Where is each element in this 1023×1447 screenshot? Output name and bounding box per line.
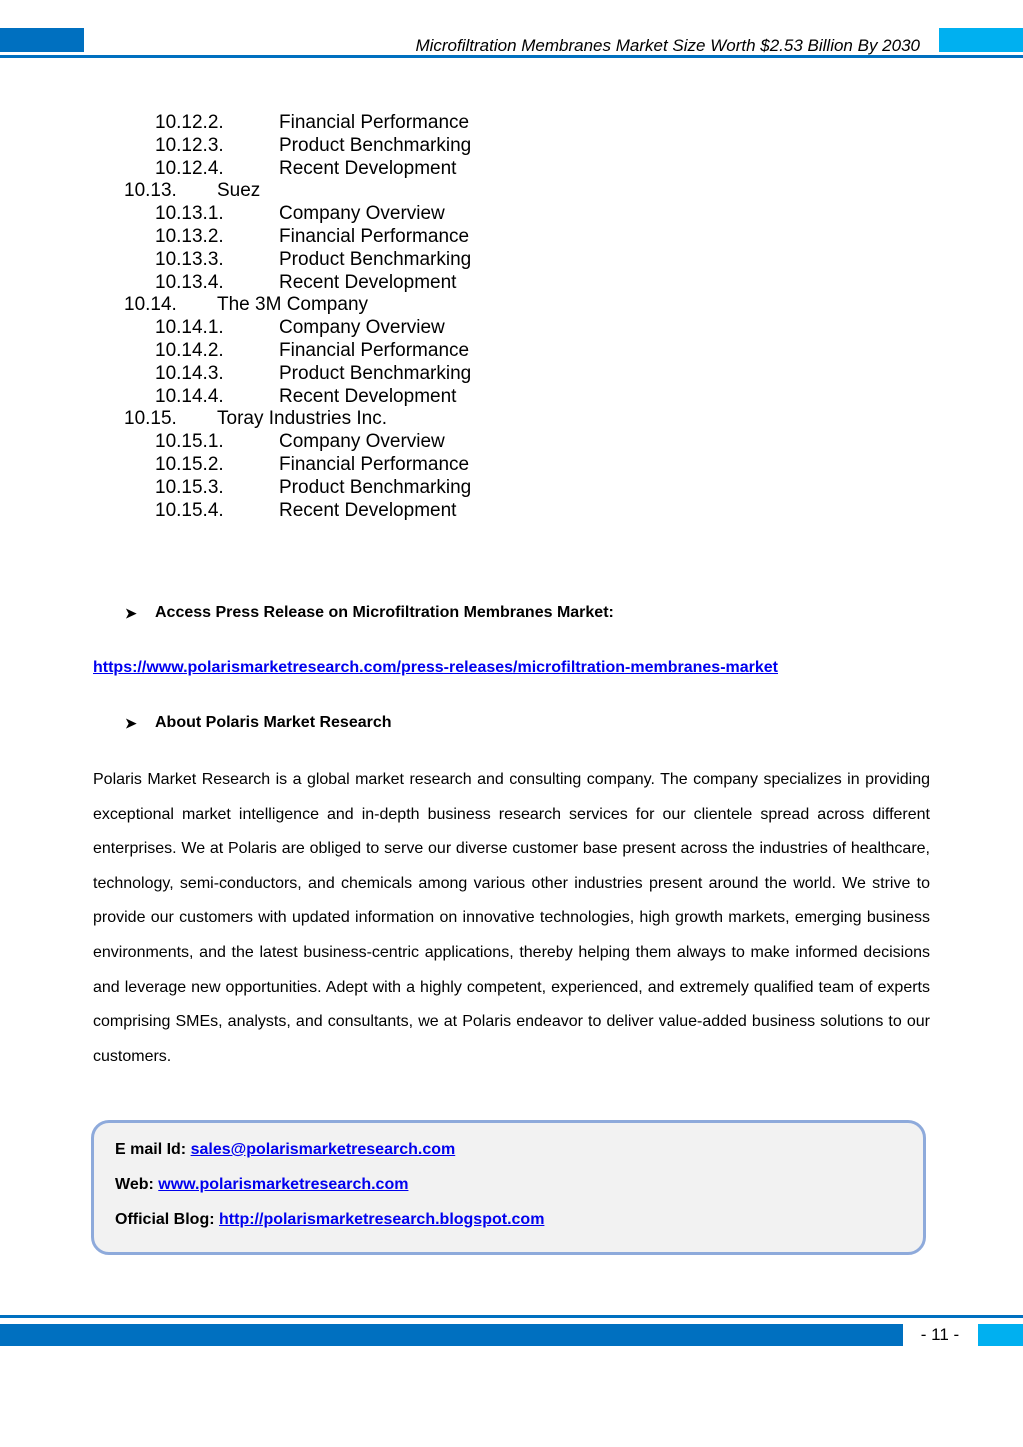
arrow-bullet-icon: ➤ — [125, 605, 137, 621]
toc-entry-number: 10.13. — [124, 180, 177, 202]
toc-entry-number: 10.13.1. — [155, 203, 224, 225]
toc-entry-title: Company Overview — [279, 317, 445, 339]
toc-entry — [0, 431, 1023, 454]
header-rule — [0, 55, 1023, 58]
email-label: E mail Id: — [115, 1141, 187, 1158]
toc-entry-title: Company Overview — [279, 431, 445, 453]
contact-box — [91, 1120, 926, 1255]
about-section — [93, 763, 930, 1074]
toc-entry-number: 10.15. — [124, 408, 177, 430]
toc-entry — [0, 158, 1023, 181]
toc-entry-number: 10.14. — [124, 294, 177, 316]
toc-entry-title: Product Benchmarking — [279, 248, 472, 270]
toc-entry-number: 10.14.3. — [155, 362, 224, 384]
toc-entry-number: 10.13.2. — [155, 225, 224, 247]
toc-entry-title: Product Benchmarking — [279, 476, 472, 498]
toc-entry — [0, 112, 1023, 135]
toc-entry-title: Company Overview — [279, 203, 445, 225]
toc-entry-title: Financial Performance — [279, 225, 470, 247]
toc-entry-number: 10.15.3. — [155, 476, 224, 498]
web-link[interactable]: www.polarismarketresearch.com — [158, 1176, 409, 1193]
blog-row — [115, 1209, 544, 1231]
email-link[interactable]: sales@polarismarketresearch.com — [190, 1141, 456, 1158]
toc-entry — [0, 477, 1023, 500]
toc-entry — [0, 500, 1023, 523]
toc-entry-number: 10.15.4. — [155, 499, 224, 521]
table-of-contents — [0, 112, 1023, 522]
toc-entry-title: Financial Performance — [279, 453, 470, 475]
toc-entry-number: 10.14.1. — [155, 317, 224, 339]
toc-entry-number: 10.14.4. — [155, 385, 224, 407]
toc-entry-title: Recent Development — [279, 385, 457, 407]
toc-entry-title: The 3M Company — [217, 294, 369, 316]
toc-entry — [0, 249, 1023, 272]
toc-entry-number: 10.15.1. — [155, 431, 224, 453]
page-number: - 11 - — [920, 1325, 960, 1344]
toc-entry — [0, 203, 1023, 226]
toc-entry-number: 10.12.2. — [155, 112, 224, 133]
toc-entry-title: Recent Development — [279, 271, 457, 293]
blog-link[interactable]: http://polarismarketresearch.blogspot.com — [219, 1211, 545, 1228]
footer-accent-right — [978, 1324, 1023, 1346]
header-accent-right — [939, 28, 1023, 52]
toc-entry-title: Product Benchmarking — [279, 134, 472, 156]
toc-entry-number: 10.14.2. — [155, 339, 224, 361]
toc-entry-number: 10.13.3. — [155, 248, 224, 270]
footer-rule — [0, 1315, 1023, 1318]
toc-entry-title: Financial Performance — [279, 112, 470, 133]
toc-entry — [0, 272, 1023, 295]
toc-entry-title: Recent Development — [279, 499, 457, 521]
toc-entry — [0, 386, 1023, 409]
toc-entry-number: 10.13.4. — [155, 271, 224, 293]
toc-entry — [0, 294, 1023, 317]
about-paragraph: Polaris Market Research is a global market research and consulting company. The company specializes in providing exceptional market intelligence and in-depth business research services for our clientele spread across different enterprises. We at Polaris are obliged to serve our diverse customer base present across the industries of healthcare, technology, semi-conductors, and chemicals among various other industries present around the world. We strive to provide our customers with updated information on innovative technologies, high growth markets, emerging business environments, and the latest business-centric applications, thereby helping them always to make informed decisions and leverage new opportunities. Adept with a highly competent, experienced, and extremely qualified team of experts comprising SMEs, analysts, and consultants, we at Polaris endeavor to deliver value-added business solutions to our customers. — [93, 771, 930, 1065]
web-label: Web: — [115, 1176, 154, 1193]
toc-entry-title: Financial Performance — [279, 339, 470, 361]
toc-entry — [0, 363, 1023, 386]
toc-entry-title: Suez — [217, 180, 261, 202]
email-row — [115, 1139, 455, 1161]
toc-entry — [0, 454, 1023, 477]
press-release-link[interactable]: https://www.polarismarketresearch.com/press-releases/microfiltration-membranes-market — [93, 659, 778, 676]
toc-entry-title: Toray Industries Inc. — [217, 408, 388, 430]
header-accent-left — [0, 28, 84, 52]
toc-entry — [0, 135, 1023, 158]
arrow-bullet-icon: ➤ — [125, 715, 137, 731]
toc-entry-number: 10.12.3. — [155, 134, 224, 156]
blog-label: Official Blog: — [115, 1211, 215, 1228]
web-row — [115, 1174, 408, 1196]
document-title: Microfiltration Membranes Market Size Worth $2.53 Billion By 2030 — [415, 36, 920, 55]
toc-entry — [0, 408, 1023, 431]
toc-entry — [0, 180, 1023, 203]
about-heading-text: About Polaris Market Research — [155, 714, 392, 731]
toc-entry-title: Recent Development — [279, 157, 457, 179]
toc-entry-number: 10.12.4. — [155, 157, 224, 179]
toc-entry — [0, 226, 1023, 249]
footer-accent-bar — [0, 1324, 903, 1346]
toc-entry-title: Product Benchmarking — [279, 362, 472, 384]
toc-entry-number: 10.15.2. — [155, 453, 224, 475]
toc-entry — [0, 340, 1023, 363]
press-release-heading-text: Access Press Release on Microfiltration Membranes Market: — [155, 604, 614, 621]
toc-entry — [0, 317, 1023, 340]
